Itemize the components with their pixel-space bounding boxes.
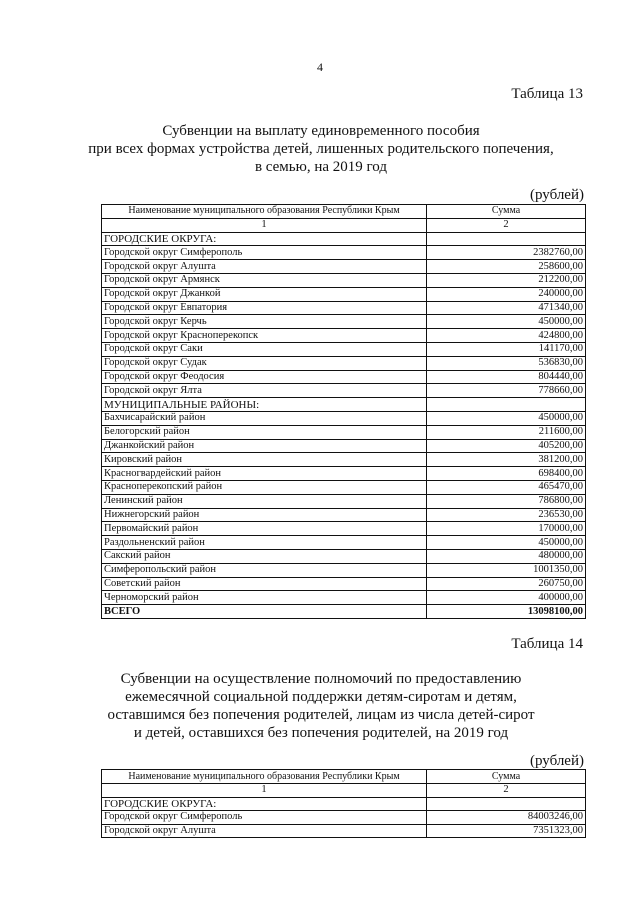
title-line: оставшимся без попечения родителей, лицам из числа детей-сирот [107,707,535,723]
table-row [102,480,586,494]
title-line: Субвенции на выплату единовременного пособия [162,123,480,139]
row-name: МУНИЦИПАЛЬНЫЕ РАЙОНЫ: [102,398,427,412]
row-value: 212200,00 [427,273,586,287]
row-value: 381200,00 [427,453,586,467]
table-row [102,577,586,591]
col-index-2: 2 [427,218,586,232]
table-row [102,315,586,329]
table-row [102,411,586,425]
row-name: Красногвардейский район [102,467,427,481]
table-14-label: Таблица 14 [511,636,583,652]
table-row [102,811,586,825]
table-row [102,522,586,536]
title-line: и детей, оставшихся без попечения родителей, на 2019 год [133,725,509,741]
row-name: ВСЕГО [102,605,427,619]
row-name: Симферопольский район [102,563,427,577]
row-name: Городской округ Красноперекопск [102,329,427,343]
row-value: 236530,00 [427,508,586,522]
table-row [102,508,586,522]
col-index-2: 2 [427,784,586,798]
row-name: Советский район [102,577,427,591]
table-row [102,260,586,274]
row-value: 7351323,00 [427,824,586,838]
table-row [102,439,586,453]
section-row [102,797,586,811]
row-value: 536830,00 [427,356,586,370]
table-14 [101,769,586,838]
title-line: при всех формах устройства детей, лишенных родительского попечения, [88,141,554,157]
row-value: 13098100,00 [427,605,586,619]
row-name: ГОРОДСКИЕ ОКРУГА: [102,232,427,246]
row-value [427,398,586,412]
header-row [102,770,586,784]
table-13-title [60,122,582,176]
title-line: в семью, на 2019 год [254,159,388,175]
row-value: 141170,00 [427,342,586,356]
col-sum-header: Сумма [427,770,586,784]
table-row [102,591,586,605]
table-row [102,563,586,577]
row-value: 2382760,00 [427,246,586,260]
row-value: 450000,00 [427,315,586,329]
row-name: Городской округ Судак [102,356,427,370]
row-name: Нижнегорский район [102,508,427,522]
table-14-body [102,797,586,838]
page-number: 4 [317,60,323,74]
row-name: Раздольненский район [102,536,427,550]
row-value: 424800,00 [427,329,586,343]
row-value: 405200,00 [427,439,586,453]
row-name: Городской округ Симферополь [102,811,427,825]
row-value: 778660,00 [427,384,586,398]
row-value [427,232,586,246]
table-row [102,494,586,508]
table-row [102,246,586,260]
table-row [102,453,586,467]
row-name: Ленинский район [102,494,427,508]
row-name: Городской округ Алушта [102,824,427,838]
col-name-header: Наименование муниципального образования Республики Крым [102,205,427,219]
section-row [102,232,586,246]
table-row [102,301,586,315]
table-row [102,273,586,287]
row-name: Джанкойский район [102,439,427,453]
row-value [427,797,586,811]
row-name: Сакский район [102,549,427,563]
row-value: 1001350,00 [427,563,586,577]
row-name: Городской округ Саки [102,342,427,356]
table-14-title [60,670,582,742]
row-value: 480000,00 [427,549,586,563]
row-value: 786800,00 [427,494,586,508]
row-value: 258600,00 [427,260,586,274]
row-value: 84003246,00 [427,811,586,825]
col-sum-header: Сумма [427,205,586,219]
col-name-header: Наименование муниципального образования Республики Крым [102,770,427,784]
table-row [102,536,586,550]
row-name: Городской округ Джанкой [102,287,427,301]
row-name: Городской округ Ялта [102,384,427,398]
row-value: 471340,00 [427,301,586,315]
table-row [102,425,586,439]
total-row [102,605,586,619]
index-row [102,784,586,798]
table-row [102,356,586,370]
table-13-body [102,232,586,618]
row-name: ГОРОДСКИЕ ОКРУГА: [102,797,427,811]
title-line: Субвенции на осуществление полномочий по предоставлению [120,671,522,687]
table-row [102,370,586,384]
row-name: Красноперекопский район [102,480,427,494]
row-value: 211600,00 [427,425,586,439]
table-row [102,287,586,301]
header-row [102,205,586,219]
table-row [102,549,586,563]
table-row [102,329,586,343]
row-name: Городской округ Армянск [102,273,427,287]
section-row [102,398,586,412]
table-row [102,824,586,838]
row-value: 170000,00 [427,522,586,536]
row-value: 450000,00 [427,536,586,550]
table-14-unit: (рублей) [529,753,584,769]
table-13 [101,204,586,619]
row-value: 400000,00 [427,591,586,605]
table-row [102,467,586,481]
title-line: ежемесячной социальной поддержки детям-сиротам и детям, [125,689,517,705]
row-name: Городской округ Феодосия [102,370,427,384]
row-name: Городской округ Алушта [102,260,427,274]
row-value: 698400,00 [427,467,586,481]
row-name: Первомайский район [102,522,427,536]
row-value: 465470,00 [427,480,586,494]
row-name: Бахчисарайский район [102,411,427,425]
row-name: Городской округ Керчь [102,315,427,329]
row-value: 240000,00 [427,287,586,301]
col-index-1: 1 [102,218,427,232]
row-name: Городской округ Симферополь [102,246,427,260]
row-name: Белогорский район [102,425,427,439]
col-index-1: 1 [102,784,427,798]
row-name: Городской округ Евпатория [102,301,427,315]
row-value: 260750,00 [427,577,586,591]
table-13-unit: (рублей) [529,187,584,203]
row-value: 804440,00 [427,370,586,384]
table-row [102,342,586,356]
row-name: Кировский район [102,453,427,467]
table-row [102,384,586,398]
row-name: Черноморский район [102,591,427,605]
row-value: 450000,00 [427,411,586,425]
index-row [102,218,586,232]
table-13-label: Таблица 13 [511,86,583,102]
